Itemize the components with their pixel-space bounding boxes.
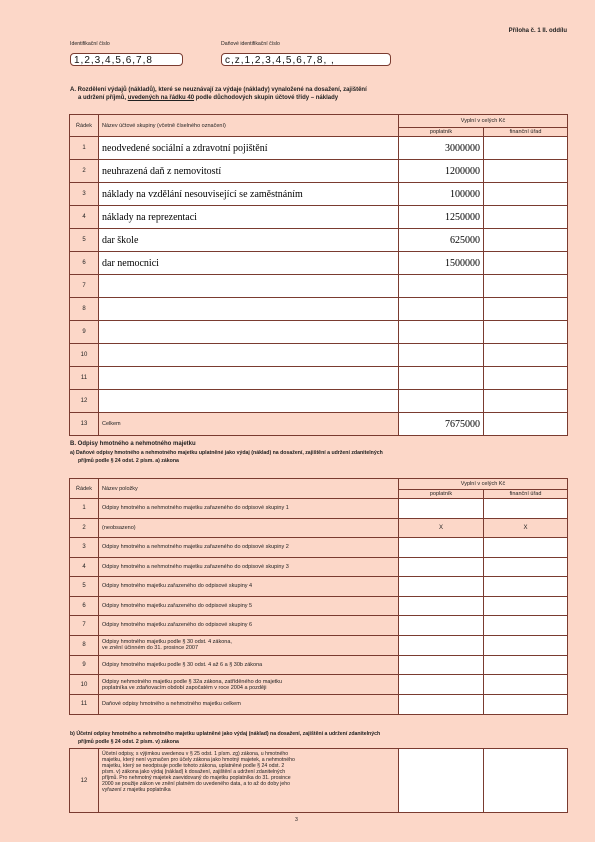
item-name-field[interactable] bbox=[99, 298, 399, 321]
item-name: Odpisy hmotného a nehmotného majetku zařazeného do odpisové skupiny 2 bbox=[99, 538, 399, 558]
office-amount-field[interactable] bbox=[484, 367, 568, 390]
office-amount-field[interactable] bbox=[484, 206, 568, 229]
payer-amount-field[interactable]: 3000000 bbox=[399, 137, 484, 160]
office-amount-field[interactable] bbox=[484, 344, 568, 367]
row-number: 10 bbox=[70, 675, 99, 695]
payer-amount-field[interactable]: 625000 bbox=[399, 229, 484, 252]
table-row bbox=[70, 499, 568, 519]
col-name-header: Název účtové skupiny (včetně číselného označení) bbox=[99, 115, 399, 137]
row-number: 10 bbox=[70, 344, 99, 367]
row12-table bbox=[69, 748, 568, 813]
b-col-name-header: Název položky bbox=[99, 479, 399, 499]
table-row bbox=[70, 321, 568, 344]
payer-amount-field[interactable] bbox=[399, 655, 484, 675]
section-b-table bbox=[69, 478, 568, 715]
b-col-office-header: finanční úřad bbox=[484, 490, 568, 499]
row12-description bbox=[99, 749, 399, 813]
row-number: 7 bbox=[70, 275, 99, 298]
row-number: 12 bbox=[70, 390, 99, 413]
office-amount-field[interactable] bbox=[484, 499, 568, 519]
office-amount-field[interactable] bbox=[484, 695, 568, 715]
b-col-payer-header: poplatník bbox=[399, 490, 484, 499]
table-row bbox=[70, 206, 568, 229]
row12-number: 12 bbox=[70, 749, 99, 813]
payer-amount-field[interactable] bbox=[399, 675, 484, 695]
row12-text-line: 2000 se použije zákon ve znění platném do uvedeného data, a to až do doby jeho bbox=[102, 781, 291, 787]
row12-text-line: majetku, který se neodpisuje podle tohoto zákona, uplatněné podle § 24 odst. 2 bbox=[102, 763, 285, 769]
payer-amount-field: X bbox=[399, 518, 484, 538]
table-row bbox=[70, 518, 568, 538]
id-field[interactable]: 1,2,3,4,5,6,7,8 bbox=[70, 53, 183, 66]
row-number: 8 bbox=[70, 635, 99, 655]
item-name: Odpisy hmotného a nehmotného majetku zařazeného do odpisové skupiny 1 bbox=[99, 499, 399, 519]
row-number: 2 bbox=[70, 160, 99, 183]
item-name: (neobsazeno) bbox=[99, 518, 399, 538]
office-amount-field[interactable] bbox=[484, 275, 568, 298]
title-suffix: podle důchodových skupin účtové třídy – náklady bbox=[195, 95, 339, 101]
row-number: 11 bbox=[70, 367, 99, 390]
item-name-field[interactable] bbox=[99, 367, 399, 390]
table-row bbox=[70, 183, 568, 206]
row12-text-line: Účetní odpisy, s výjimkou uvedenou v § 25 odst. 1 písm. zg) zákona, u hmotného bbox=[102, 751, 289, 757]
item-name-field[interactable]: dar škole bbox=[99, 229, 399, 252]
item-name: Odpisy hmotného majetku zařazeného do odpisové skupiny 5 bbox=[99, 596, 399, 616]
section-b-title: B. Odpisy hmotného a nehmotného majetku bbox=[70, 441, 196, 447]
office-amount-field: X bbox=[484, 518, 568, 538]
row-number: 6 bbox=[70, 596, 99, 616]
row-number: 5 bbox=[70, 577, 99, 597]
office-amount-field[interactable] bbox=[484, 635, 568, 655]
table-row bbox=[70, 577, 568, 597]
b-col-fill-header: Vyplní v celých Kč bbox=[399, 479, 568, 490]
table-row bbox=[70, 137, 568, 160]
row12-text-line: příjmů. Pro nehmotný majetek zaevidovaný do majetku poplatníka do 31. prosince bbox=[102, 775, 291, 781]
table-row bbox=[70, 160, 568, 183]
tax-id-field[interactable]: c,z,1,2,3,4,5,6,7,8, , bbox=[221, 53, 391, 66]
col-row-header: Řádek bbox=[70, 115, 99, 137]
row12-text-line: vyřazení z majetku poplatníka bbox=[102, 787, 171, 793]
title-underlined: uvedených na řádku 40 bbox=[127, 95, 195, 101]
office-amount-field[interactable] bbox=[484, 160, 568, 183]
col-office-header: finanční úřad bbox=[484, 128, 568, 137]
row-number: 1 bbox=[70, 137, 99, 160]
table-row bbox=[70, 538, 568, 558]
total-row-number: 13 bbox=[70, 413, 99, 436]
table-row bbox=[70, 557, 568, 577]
row-number: 5 bbox=[70, 229, 99, 252]
payer-amount-field[interactable] bbox=[399, 577, 484, 597]
row-number: 3 bbox=[70, 183, 99, 206]
payer-amount-field[interactable]: 1500000 bbox=[399, 252, 484, 275]
payer-amount-field[interactable] bbox=[399, 390, 484, 413]
payer-amount-field[interactable] bbox=[399, 499, 484, 519]
table-row bbox=[70, 675, 568, 695]
row12-text-line: majetku, který není vyznačen pro účely zákona jako hmotný majetek, a nehmotného bbox=[102, 757, 295, 763]
item-name-line1: Odpisy hmotného majetku podle § 30 odst. 4 zákona, bbox=[102, 639, 232, 645]
item-name-field[interactable]: náklady na vzdělání nesouvisející se zaměstnáním bbox=[99, 183, 399, 206]
payer-amount-field[interactable] bbox=[399, 367, 484, 390]
item-name: Odpisy hmotného majetku podle § 30 odst. 4 až 6 a § 30b zákona bbox=[99, 655, 399, 675]
title-prefix: a udržení příjmů, bbox=[78, 95, 127, 101]
payer-amount-field[interactable]: 1200000 bbox=[399, 160, 484, 183]
item-name: Daňové odpisy hmotného a nehmotného majetku celkem bbox=[99, 695, 399, 715]
row-number: 1 bbox=[70, 499, 99, 519]
item-name-line2: ve znění účinném do 31. prosince 2007 bbox=[102, 645, 199, 651]
item-name-field[interactable]: neodvedené sociální a zdravotní pojištění bbox=[99, 137, 399, 160]
office-amount-field[interactable] bbox=[484, 577, 568, 597]
table-row bbox=[70, 367, 568, 390]
table-row bbox=[70, 344, 568, 367]
table-row bbox=[70, 298, 568, 321]
item-name-field[interactable]: dar nemocnici bbox=[99, 252, 399, 275]
item-name bbox=[99, 675, 399, 695]
table-row bbox=[70, 252, 568, 275]
payer-amount-field[interactable] bbox=[399, 596, 484, 616]
row-number: 2 bbox=[70, 518, 99, 538]
payer-amount-field[interactable]: 100000 bbox=[399, 183, 484, 206]
payer-amount-field[interactable] bbox=[399, 321, 484, 344]
col-fill-header: Vyplní v celých Kč bbox=[399, 115, 568, 128]
table-row bbox=[70, 390, 568, 413]
section-b-sub-b: b) Účetní odpisy hmotného a nehmotného majetku uplatněné jako výdaj (náklad) na dosažení, zajištění a udržení zdanitelných bbox=[70, 731, 381, 737]
payer-amount-field[interactable] bbox=[399, 298, 484, 321]
section-a-title: A. Rozdělení výdajů (nákladů), které se neuznávají za výdaje (náklady) vynaložené na dosažení, zajištění bbox=[70, 87, 367, 93]
item-name-line1: Odpisy nehmotného majetku podle § 32a zákona, zatříděného do majetku bbox=[102, 678, 283, 685]
section-a-title-line2 bbox=[78, 95, 338, 102]
total-value-field[interactable]: 7675000 bbox=[399, 413, 484, 436]
row-number: 6 bbox=[70, 252, 99, 275]
tax-id-label: Daňové identifikační číslo bbox=[221, 41, 280, 47]
row12-office-field[interactable] bbox=[484, 749, 568, 813]
page-number: 3 bbox=[295, 817, 298, 823]
office-amount-field[interactable] bbox=[484, 616, 568, 636]
office-amount-field[interactable] bbox=[484, 655, 568, 675]
table-row bbox=[70, 229, 568, 252]
item-name-field[interactable]: neuhrazená daň z nemovitostí bbox=[99, 160, 399, 183]
item-name bbox=[99, 635, 399, 655]
section-b-sub-a2: příjmů podle § 24 odst. 2 písm. a) zákona bbox=[78, 458, 179, 464]
row-number: 8 bbox=[70, 298, 99, 321]
attachment-label: Příloha č. 1 II. oddílu bbox=[508, 28, 567, 34]
table-row bbox=[70, 695, 568, 715]
payer-amount-field[interactable] bbox=[399, 616, 484, 636]
item-name: Odpisy hmotného majetku zařazeného do odpisové skupiny 6 bbox=[99, 616, 399, 636]
table-row bbox=[70, 275, 568, 298]
item-name-line2: poplatníka ve zdaňovacím období započatém v roce 2004 a později bbox=[102, 684, 267, 691]
row-number: 7 bbox=[70, 616, 99, 636]
office-amount-field[interactable] bbox=[484, 137, 568, 160]
row12-payer-field[interactable] bbox=[399, 749, 484, 813]
total-office-field[interactable] bbox=[484, 413, 568, 436]
payer-amount-field[interactable] bbox=[399, 538, 484, 558]
office-amount-field[interactable] bbox=[484, 298, 568, 321]
table-row bbox=[70, 635, 568, 655]
row-number: 3 bbox=[70, 538, 99, 558]
table-row bbox=[70, 616, 568, 636]
col-payer-header: poplatník bbox=[399, 128, 484, 137]
payer-amount-field[interactable] bbox=[399, 557, 484, 577]
row-number: 9 bbox=[70, 655, 99, 675]
table-row bbox=[70, 655, 568, 675]
office-amount-field[interactable] bbox=[484, 596, 568, 616]
b-col-row-header: Řádek bbox=[70, 479, 99, 499]
section-b-sub-b2: příjmů podle § 24 odst. 2 písm. v) zákona bbox=[78, 739, 179, 745]
item-name-field[interactable] bbox=[99, 275, 399, 298]
row-number: 11 bbox=[70, 695, 99, 715]
row-number: 4 bbox=[70, 206, 99, 229]
office-amount-field[interactable] bbox=[484, 183, 568, 206]
row12-text-line: písm. v) zákona jako výdaj (náklad) k dosažení, zajištění a udržení zdanitelných bbox=[102, 769, 286, 775]
item-name: Odpisy hmotného a nehmotného majetku zařazeného do odpisové skupiny 3 bbox=[99, 557, 399, 577]
row-number: 4 bbox=[70, 557, 99, 577]
payer-amount-field[interactable] bbox=[399, 275, 484, 298]
section-b-sub-a: a) Daňové odpisy hmotného a nehmotného majetku uplatněné jako výdaj (náklad) na dosažení, zajištění a udržení zdanitelných bbox=[70, 450, 383, 456]
office-amount-field[interactable] bbox=[484, 252, 568, 275]
item-name-field[interactable]: náklady na reprezentaci bbox=[99, 206, 399, 229]
payer-amount-field[interactable] bbox=[399, 344, 484, 367]
office-amount-field[interactable] bbox=[484, 321, 568, 344]
office-amount-field[interactable] bbox=[484, 675, 568, 695]
id-label: Identifikační číslo bbox=[70, 41, 110, 47]
office-amount-field[interactable] bbox=[484, 229, 568, 252]
payer-amount-field[interactable] bbox=[399, 695, 484, 715]
item-name-field[interactable] bbox=[99, 344, 399, 367]
office-amount-field[interactable] bbox=[484, 390, 568, 413]
table-row bbox=[70, 596, 568, 616]
payer-amount-field[interactable] bbox=[399, 635, 484, 655]
section-a-table bbox=[69, 114, 568, 436]
payer-amount-field[interactable]: 1250000 bbox=[399, 206, 484, 229]
row-number: 9 bbox=[70, 321, 99, 344]
item-name: Odpisy hmotného majetku zařazeného do odpisové skupiny 4 bbox=[99, 577, 399, 597]
office-amount-field[interactable] bbox=[484, 538, 568, 558]
office-amount-field[interactable] bbox=[484, 557, 568, 577]
item-name-field[interactable] bbox=[99, 321, 399, 344]
item-name-field[interactable] bbox=[99, 390, 399, 413]
total-label: Celkem bbox=[99, 413, 399, 436]
